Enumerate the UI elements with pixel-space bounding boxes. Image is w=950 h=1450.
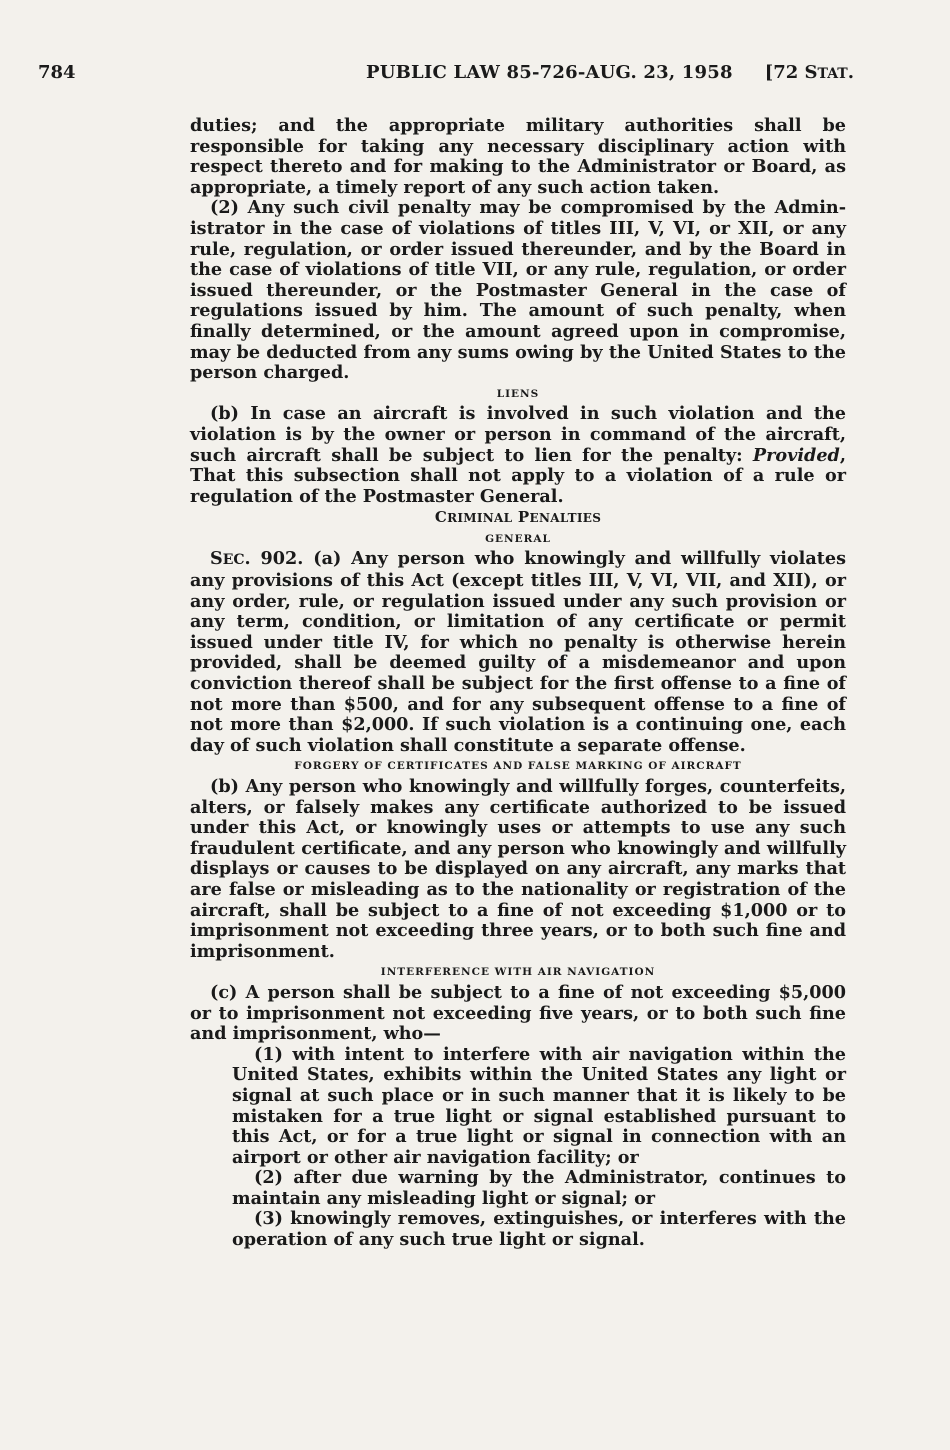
sec902a-text: . 902. (a) Any person who knowingly and willfully violates any provisions of this Act (except titles III, V, VI, VII, and XII), or any order, rule, or regulation issued under any such provision or any term, condition, or limitation of any certificate or permit issued under title IV, for which no penalty is otherwise herein provided, shall be deemed guilty of a misdemeanor and upon conviction thereof shall be subject for the first offense to a fine of not more than $500, and for any subsequent offense to a fine of not more than $2,000. If such violation is a continuing one, each day of such violation shall constitute a separate offense. <box>190 548 846 756</box>
clause-1: (1) with intent to interfere with air navigation within the United States, exhibits within the United States any light or signal at such place or in such manner that it is likely to be mistaken for a true light or signal established pursuant to this Act, or for a true light or signal in connection with an airport or other air navigation facility; or <box>232 1043 846 1168</box>
paragraph-sec902a <box>190 549 846 756</box>
liens-provided: Provided <box>752 444 840 466</box>
liens-text-1: (b) In case an aircraft is involved in such violation and the violation is by the owner or person in command of the aircraft, such aircraft shall be subject to lien for the penalty: <box>190 403 846 466</box>
sec-s: S <box>210 548 223 570</box>
law-title: PUBLIC LAW 85-726-AUG. 23, 1958 <box>366 62 733 83</box>
stat-close: . <box>847 62 854 83</box>
heading-criminal-penalties <box>190 507 846 529</box>
paragraph-military-continued: duties; and the appropriate military authorities shall be responsible for taking any necessary disciplinary action with respect thereto and for making to the Administrator or Board, as appropriate, a timely report of any such action taken. <box>190 115 846 198</box>
clause-3: (3) knowingly removes, extinguishes, or interferes with the operation of any such true light or signal. <box>232 1208 846 1251</box>
clause-2: (2) after due warning by the Administrator, continues to maintain any misleading light or signal; or <box>232 1167 846 1209</box>
paragraph-c-interference: (c) A person shall be subject to a fine of not exceeding $5,000 or to imprisonment not exceeding five years, or to both such fine and imprisonment, who— <box>190 981 846 1045</box>
heading-general: GENERAL <box>485 532 551 545</box>
sec-ec: EC <box>222 552 245 569</box>
heading-liens: LIENS <box>496 387 540 400</box>
running-head <box>38 62 854 86</box>
criminal-rest1: RIMINAL <box>447 511 513 526</box>
liens-text-2: , That this subsection shall not apply to a violation of a rule or regulation of the Postmaster General. <box>190 444 846 507</box>
page-body <box>190 116 846 1251</box>
heading-interference: INTERFERENCE WITH AIR NAVIGATION <box>380 966 656 979</box>
heading-forgery: FORGERY OF CERTIFICATES AND FALSE MARKING OF AIRCRAFT <box>294 760 742 773</box>
paragraph-a2-compromise: (2) Any such civil penalty may be compromised by the Administrator in the case of violations of titles III, V, VI, or XII, or any rule, regulation, or order issued thereunder, and by the Board in the case of violations of title VII, or any rule, regulation, or order issued thereunder, or the Postmaster General in the case of regulations issued by him. The amount of such penalty, when finally determined, or the amount agreed upon in compromise, may be deducted from any sums owing by the United States to the person charged. <box>190 197 846 384</box>
stat-open: [72 S <box>764 62 818 83</box>
criminal-p: P <box>512 508 530 527</box>
statute-reference <box>765 62 854 83</box>
criminal-rest2: ENALTIES <box>529 511 602 526</box>
clause-list <box>190 1045 846 1251</box>
stat-small: TAT <box>817 66 848 82</box>
page-number: 784 <box>38 62 76 83</box>
paragraph-forgery-b: (b) Any person who knowingly and willfully forges, counterfeits, alters, or falsely makes any certificate authorized to be issued under this Act, or knowingly uses or attempts to use any such fraudulent certificate, and any person who knowingly and willfully displays or causes to be displayed on any aircraft, any marks that are false or misleading as to the nationality or registration of the aircraft, shall be subject to a fine of not exceeding $1,000 or to imprisonment not exceeding three years, or to both such fine and imprisonment. <box>190 776 846 962</box>
paragraph-b-liens <box>190 404 846 507</box>
criminal-c: C <box>434 508 448 527</box>
